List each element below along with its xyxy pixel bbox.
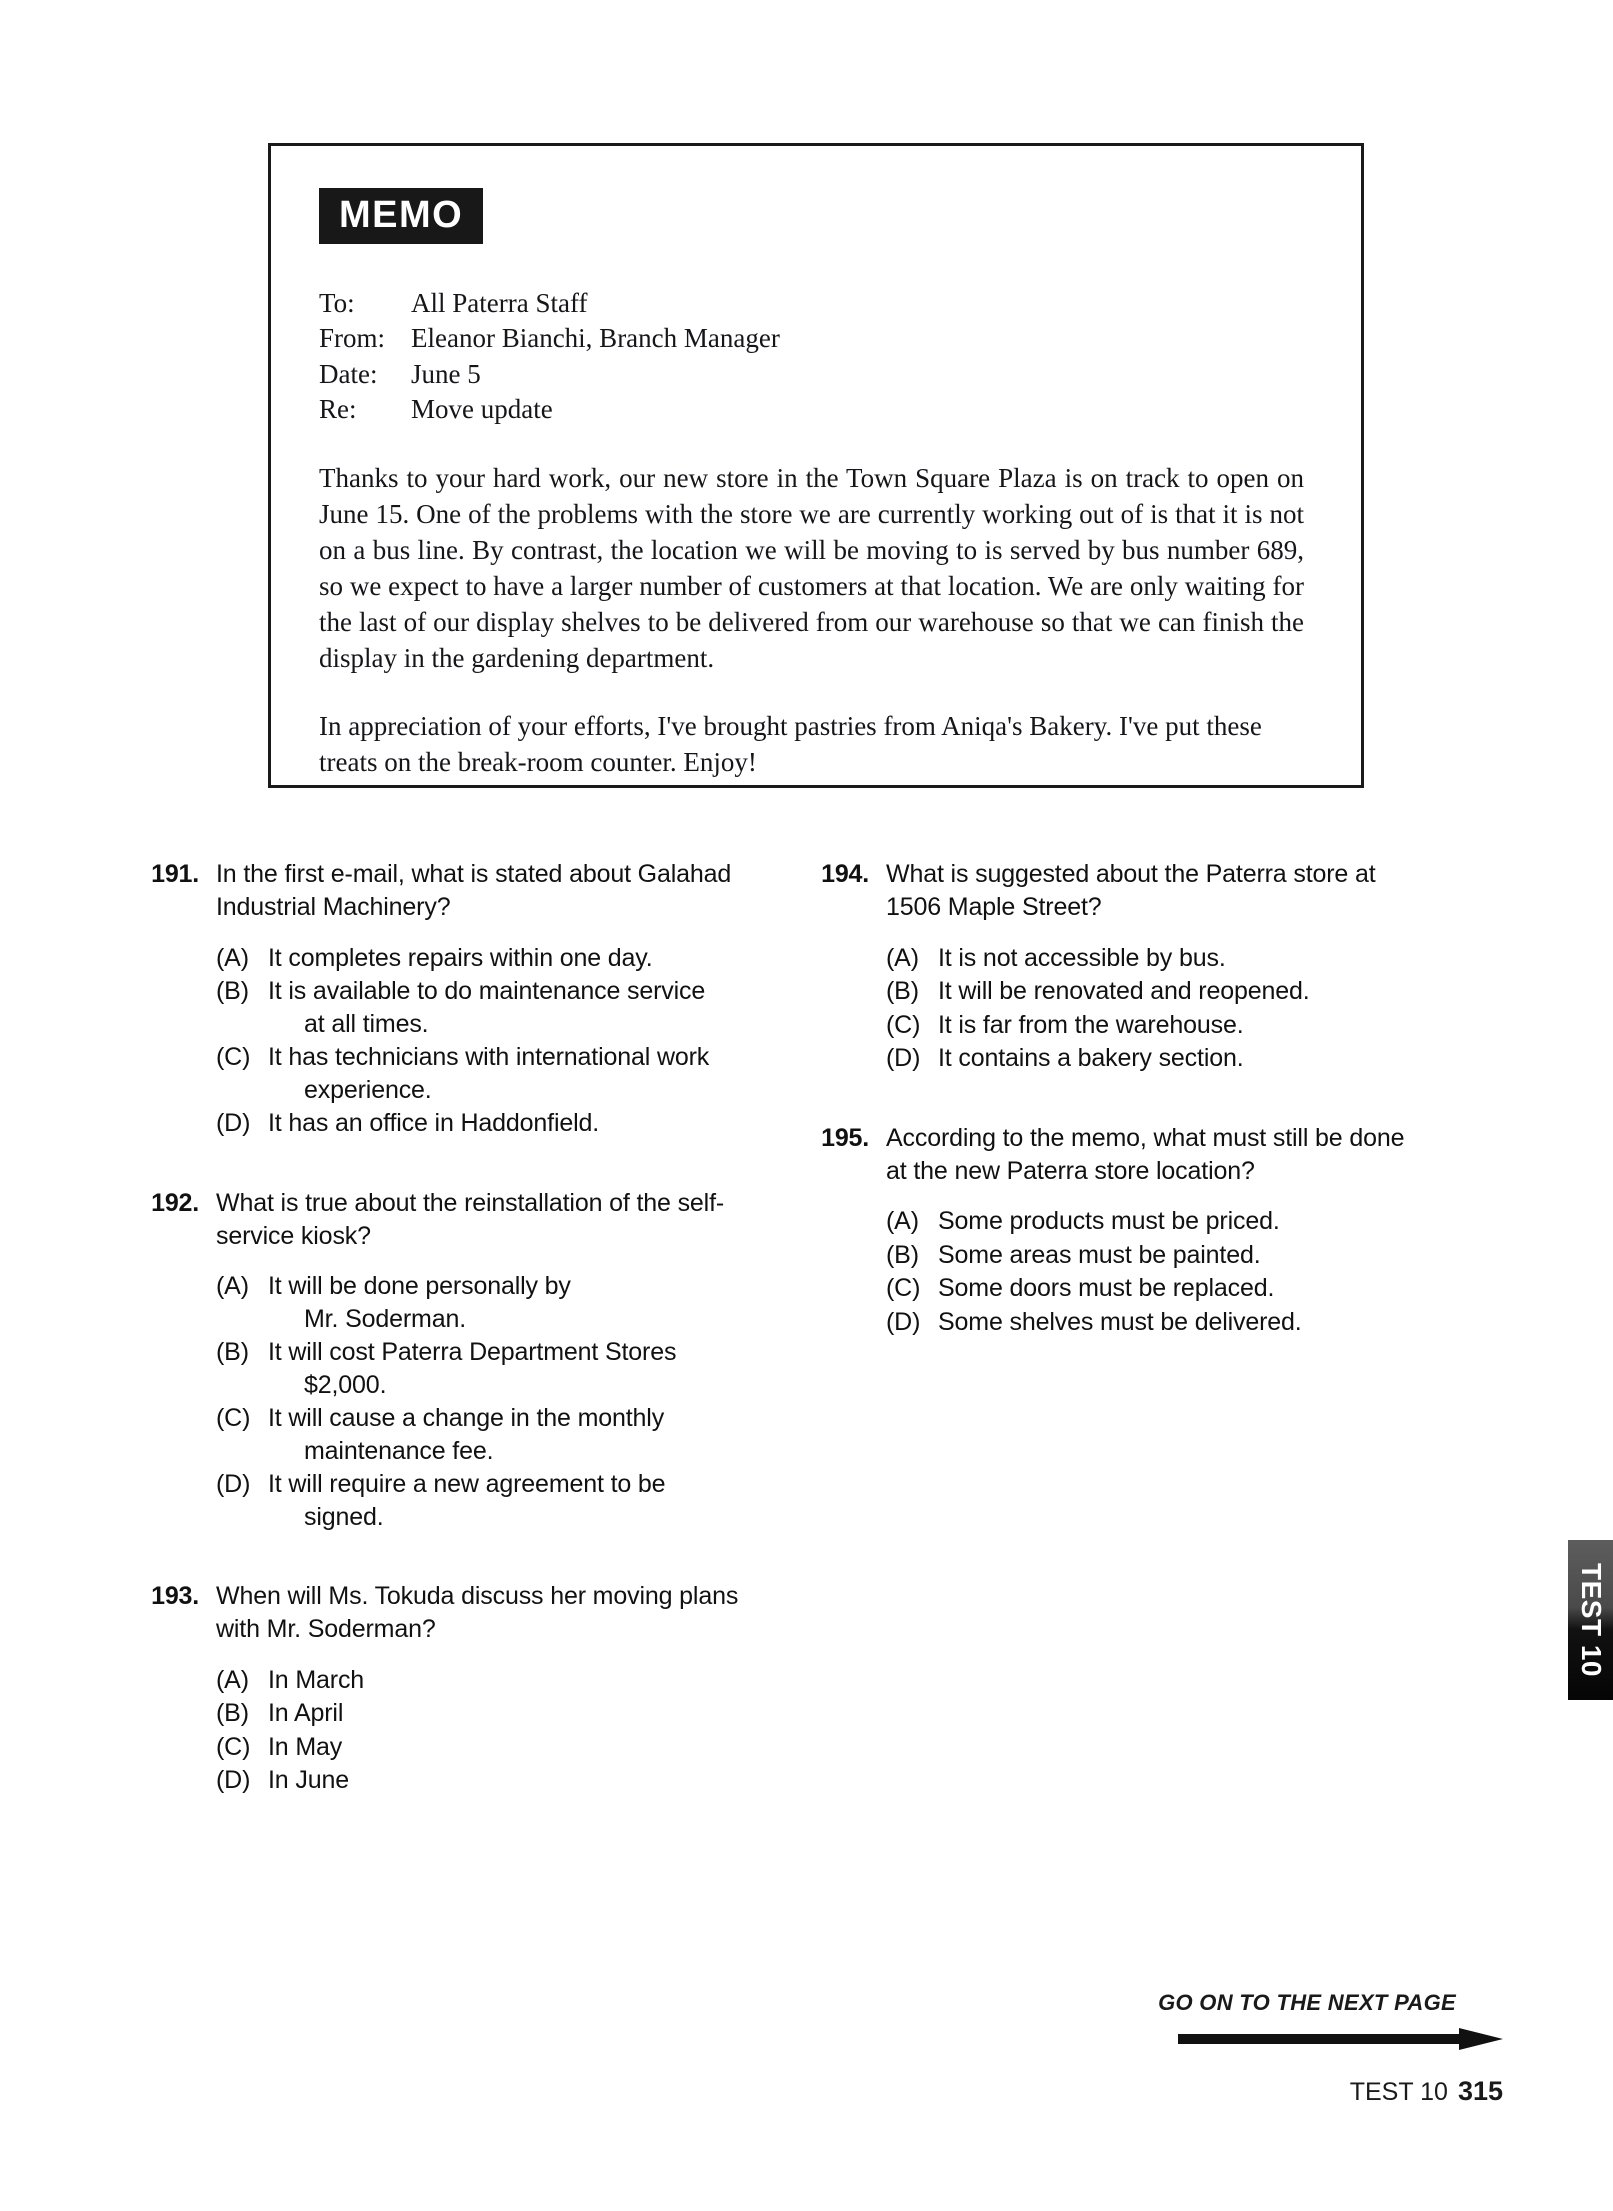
choice-option[interactable] xyxy=(216,1107,748,1140)
choice-letter: (C) xyxy=(216,1404,251,1432)
choice-text-wrap xyxy=(268,1664,748,1697)
memo-field-to-value: All Paterra Staff xyxy=(411,288,588,318)
choice-option[interactable] xyxy=(216,1041,748,1106)
question-stem: What is suggested about the Paterra store at 1506 Maple Street? xyxy=(886,860,1376,922)
question-stem: According to the memo, what must still be done at the new Paterra store location? xyxy=(886,1123,1405,1185)
memo-paragraph-1: Thanks to your hard work, our new store in the Town Square Plaza is on track to open on June 15. One of the problems with the store we are currently working out of is that it is not on a bus line. By contrast, the location we will be moving to is served by bus number 689, so we expect to have a larger number of customers at that location. We are only waiting for the last of our display shelves to be delivered from our warehouse so that we can finish the display in the gardening department. xyxy=(319,463,1304,673)
question-head xyxy=(148,1187,748,1254)
choice-text: Some doors must be replaced. xyxy=(938,1274,1275,1302)
question-number: 195. xyxy=(821,1123,869,1152)
choice-option[interactable] xyxy=(886,1239,1418,1272)
choice-text-wrap xyxy=(938,975,1418,1008)
choice-text: It has technicians with international work xyxy=(268,1043,710,1071)
page-footer-label xyxy=(1350,2076,1503,2107)
choice-letter: (B) xyxy=(216,977,249,1005)
choice-text-wrap xyxy=(938,1272,1418,1305)
choice-option[interactable] xyxy=(886,1009,1418,1042)
test-section-tab xyxy=(1568,1540,1613,1700)
choice-text-continuation: signed. xyxy=(304,1502,384,1531)
memo-header-fields xyxy=(319,286,1309,427)
choice-text-wrap xyxy=(938,1306,1418,1339)
choice-text-continuation: maintenance fee. xyxy=(304,1436,494,1465)
right-arrow-icon xyxy=(1178,2028,1503,2050)
choice-letter: (D) xyxy=(886,1307,921,1336)
choice-option[interactable] xyxy=(886,1205,1418,1238)
choice-text: It is not accessible by bus. xyxy=(938,943,1226,972)
choice-text: It will cost Paterra Department Stores xyxy=(268,1338,677,1366)
choice-letter: (D) xyxy=(216,1109,251,1137)
questions-column-right xyxy=(818,858,1418,1385)
memo-inner xyxy=(271,146,1361,781)
choice-text-wrap xyxy=(268,1731,748,1764)
memo-field-date-label: Date: xyxy=(319,358,378,389)
choice-letter: (C) xyxy=(886,1010,921,1039)
choice-text-wrap xyxy=(268,1764,748,1797)
choice-text: It will require a new agreement to be xyxy=(268,1470,666,1498)
choice-list xyxy=(818,1205,1418,1338)
choice-text: It has an office in Haddonfield. xyxy=(268,1109,600,1137)
memo-field-to-label: To: xyxy=(319,288,355,318)
choice-letter: (A) xyxy=(216,943,249,972)
questions-column-left xyxy=(148,858,748,1844)
choice-text-wrap xyxy=(268,1041,748,1106)
arrow-head xyxy=(1459,2028,1503,2050)
choice-letter: (D) xyxy=(886,1044,921,1072)
question-block-192 xyxy=(148,1187,748,1534)
choice-text: In June xyxy=(268,1766,349,1794)
choice-text-wrap xyxy=(268,1468,748,1533)
choice-text: Some products must be priced. xyxy=(938,1207,1280,1235)
choice-text: It is available to do maintenance service xyxy=(268,977,706,1005)
go-on-next-page-text: GO ON TO THE NEXT PAGE xyxy=(1158,1990,1456,2015)
question-number: 192. xyxy=(151,1188,199,1217)
choice-letter: (B) xyxy=(886,1240,919,1269)
choice-list xyxy=(148,942,748,1140)
choice-text-continuation: $2,000. xyxy=(304,1370,387,1399)
choice-option[interactable] xyxy=(216,1468,748,1533)
choice-option[interactable] xyxy=(886,1042,1418,1075)
choice-letter: (C) xyxy=(216,1043,251,1071)
choice-text-wrap xyxy=(938,1205,1418,1238)
choice-letter: (A) xyxy=(216,1272,249,1300)
memo-field-re xyxy=(319,392,1309,427)
choice-letter: (A) xyxy=(886,943,919,972)
choice-text: In April xyxy=(268,1699,344,1727)
choice-letter: (A) xyxy=(886,1207,919,1235)
memo-field-re-label: Re: xyxy=(319,394,357,425)
memo-field-to xyxy=(319,286,1309,321)
choice-letter: (D) xyxy=(216,1766,251,1794)
choice-text-continuation: Mr. Soderman. xyxy=(304,1304,467,1333)
questions-area xyxy=(0,858,1613,1794)
choice-text-wrap xyxy=(938,1009,1418,1042)
page-number: 315 xyxy=(1457,2076,1503,2106)
choice-text-wrap xyxy=(268,1336,748,1401)
memo-paragraph-2: In appreciation of your efforts, I've brought pastries from Aniqa's Bakery. I've put these treats on the break-room counter. Enjoy! xyxy=(319,710,1262,777)
choice-option[interactable] xyxy=(886,942,1418,975)
choice-text-wrap xyxy=(268,942,748,975)
question-number: 193. xyxy=(151,1582,199,1610)
choice-option[interactable] xyxy=(216,1697,748,1730)
test-section-tab-label: TEST 10 xyxy=(1575,1563,1607,1677)
choice-text: In March xyxy=(268,1665,365,1694)
choice-text-wrap xyxy=(268,975,748,1040)
memo-field-re-value: Move update xyxy=(411,394,553,425)
question-number: 194. xyxy=(821,860,869,888)
choice-letter: (C) xyxy=(886,1274,921,1302)
question-head xyxy=(818,858,1418,925)
choice-option[interactable] xyxy=(886,1272,1418,1305)
choice-letter: (B) xyxy=(216,1699,249,1727)
memo-field-from xyxy=(319,321,1309,356)
choice-text: Some shelves must be delivered. xyxy=(938,1307,1302,1336)
question-block-191 xyxy=(148,858,748,1140)
choice-list xyxy=(148,1270,748,1533)
question-block-193 xyxy=(148,1580,748,1797)
choice-text-wrap xyxy=(268,1270,748,1335)
memo-field-from-label: From: xyxy=(319,323,386,354)
memo-field-from-value: Eleanor Bianchi, Branch Manager xyxy=(411,323,780,354)
choice-option[interactable] xyxy=(216,1764,748,1797)
choice-text-wrap xyxy=(938,1042,1418,1075)
choice-text: It completes repairs within one day. xyxy=(268,943,653,972)
choice-list xyxy=(148,1664,748,1797)
memo-field-date xyxy=(319,357,1309,392)
question-head xyxy=(818,1122,1418,1189)
question-stem: What is true about the reinstallation of the self-service kiosk? xyxy=(216,1188,725,1250)
choice-text: It will cause a change in the monthly xyxy=(268,1404,665,1432)
choice-text-wrap xyxy=(268,1697,748,1730)
question-number: 191. xyxy=(151,860,199,888)
question-stem: When will Ms. Tokuda discuss her moving plans with Mr. Soderman? xyxy=(216,1582,739,1644)
choice-text-wrap xyxy=(938,942,1418,975)
question-block-194 xyxy=(818,858,1418,1075)
question-head xyxy=(148,858,748,925)
choice-text: It is far from the warehouse. xyxy=(938,1010,1244,1039)
choice-text-wrap xyxy=(268,1107,748,1140)
question-stem: In the first e-mail, what is stated about Galahad Industrial Machinery? xyxy=(216,860,732,922)
choice-option[interactable] xyxy=(216,942,748,975)
memo-document xyxy=(268,143,1364,788)
footer-test-label: TEST 10 xyxy=(1349,2078,1448,2106)
choice-text: It will be renovated and reopened. xyxy=(938,977,1310,1005)
choice-letter: (B) xyxy=(216,1338,249,1366)
choice-text-wrap xyxy=(268,1402,748,1467)
choice-option[interactable] xyxy=(886,975,1418,1008)
choice-text-wrap xyxy=(938,1239,1418,1272)
choice-letter: (A) xyxy=(216,1665,249,1694)
arrow-shaft xyxy=(1178,2034,1463,2044)
choice-text-continuation: experience. xyxy=(304,1075,432,1104)
choice-text: In May xyxy=(268,1732,343,1761)
choice-option[interactable] xyxy=(216,1664,748,1697)
choice-letter: (D) xyxy=(216,1470,251,1498)
choice-letter: (C) xyxy=(216,1732,251,1761)
choice-option[interactable] xyxy=(216,1731,748,1764)
choice-option[interactable] xyxy=(216,975,748,1040)
choice-option[interactable] xyxy=(216,1270,748,1335)
choice-letter: (B) xyxy=(886,977,919,1005)
choice-text: Some areas must be painted. xyxy=(938,1240,1261,1269)
choice-text: It contains a bakery section. xyxy=(938,1044,1244,1072)
choice-option[interactable] xyxy=(216,1402,748,1467)
question-block-195 xyxy=(818,1122,1418,1339)
choice-option[interactable] xyxy=(216,1336,748,1401)
choice-text: It will be done personally by xyxy=(268,1272,571,1300)
memo-badge: MEMO xyxy=(319,188,483,244)
choice-text-continuation: at all times. xyxy=(304,1009,429,1038)
choice-list xyxy=(818,942,1418,1075)
memo-field-date-value: June 5 xyxy=(411,358,481,389)
question-head xyxy=(148,1580,748,1647)
choice-option[interactable] xyxy=(886,1306,1418,1339)
